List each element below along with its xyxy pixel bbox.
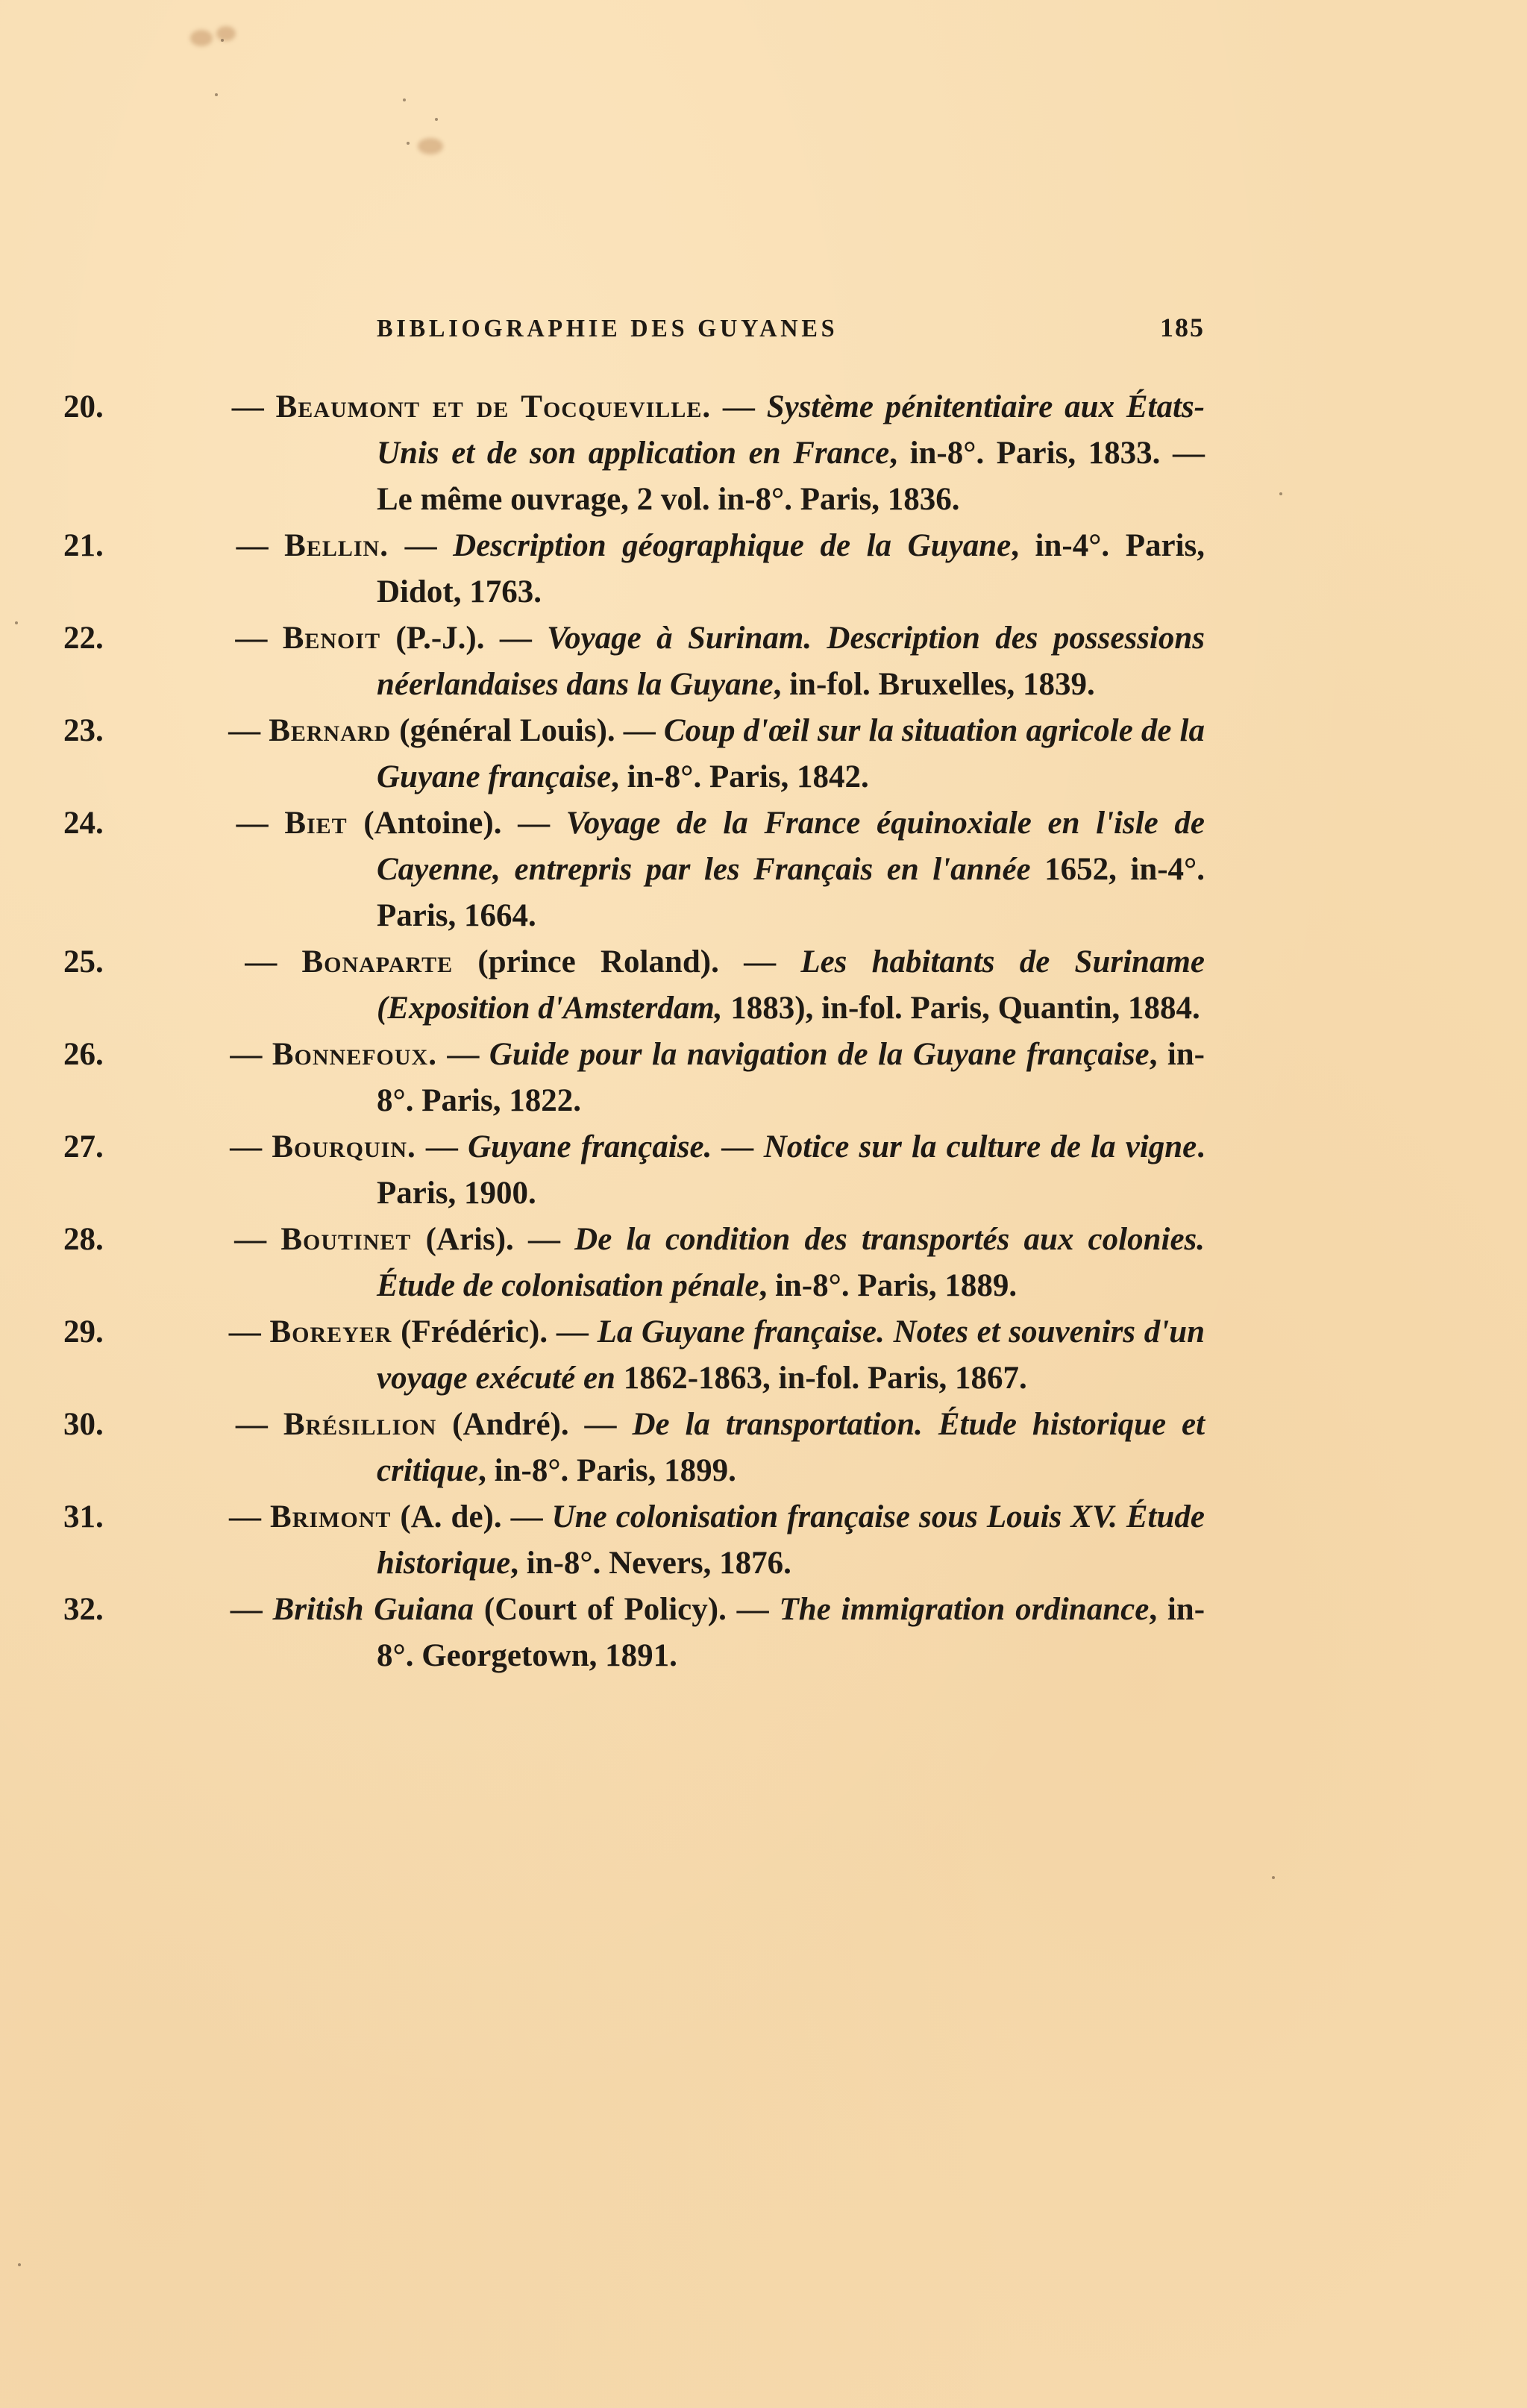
bibliography-entry: 22. — Benoit (P.-J.). — Voyage à Surinam. Description des possessions néerlandaises dans la Guyane, in-fol. Bruxelles, 1839. — [63, 621, 1205, 702]
entry-author: Bellin. — [284, 528, 389, 563]
entry-title: De la condition des transportés aux colonies. Étude de colonisation pénale — [377, 1222, 1205, 1303]
entry-author: Brésillion — [283, 1407, 437, 1442]
entry-title: Description géographique de la Guyane — [453, 528, 1012, 563]
entry-publication: , in-8°. Paris, 1842. — [611, 759, 869, 794]
entry-author: Boreyer — [269, 1314, 392, 1349]
entry-author: Bourquin. — [272, 1129, 416, 1164]
bibliography-entry: 21. — Bellin. — Description géographique de la Guyane, in-4°. Paris, Didot, 1763. — [63, 528, 1205, 609]
entry-separator: — — [513, 1222, 575, 1257]
entry-author-qualifier: (Court of Policy). — [474, 1592, 727, 1627]
entry-title: The immigration ordinance — [779, 1592, 1150, 1627]
foxing-stain — [418, 138, 443, 154]
bibliography-list — [63, 384, 1205, 1679]
entry-separator: — — [726, 1592, 780, 1627]
entry-author-qualifier: (André). — [436, 1407, 569, 1442]
entry-publication: , in-4°. Paris, Didot, 1763. — [377, 528, 1205, 609]
entry-dash: — — [220, 1129, 272, 1164]
entry-separator: — — [436, 1037, 489, 1072]
bibliography-entry: 24. — Biet (Antoine). — Voyage de la France équinoxiale en l'isle de Cayenne, entrepris par les Français en l'année 1652, in-4°. Paris, 1664. — [63, 806, 1205, 933]
foxing-speck — [221, 39, 224, 42]
entry-publication: , in-fol. Bruxelles, 1839. — [773, 667, 1095, 702]
entry-publication: , in-8°. Paris, 1833. — Le même ouvrage, 2 vol. in-8°. Paris, 1836. — [377, 436, 1205, 517]
foxing-speck — [435, 118, 438, 121]
entry-author-qualifier: (prince Roland). — [453, 944, 719, 979]
entry-title: Voyage à Surinam. Description des possessions néerlandaises dans la Guyane — [377, 621, 1205, 702]
entry-dash: — — [220, 1407, 283, 1442]
entry-dash: — — [220, 1592, 273, 1627]
bibliography-entry: 23. — Bernard (général Louis). — Coup d'œil sur la situation agricole de la Guyane française, in-8°. Paris, 1842. — [63, 713, 1205, 794]
entry-separator: — — [388, 528, 454, 563]
entry-author: Biet — [284, 806, 348, 841]
foxing-speck — [1279, 492, 1282, 495]
bibliography-entry: 32. — British Guiana (Court of Policy). — The immigration ordinance, in-8°. Georgetown, 1891. — [63, 1592, 1205, 1673]
entry-author-qualifier: (Antoine). — [347, 806, 502, 841]
entry-separator: — — [548, 1314, 598, 1349]
entry-dash: — — [220, 528, 285, 563]
entry-author: Brimont — [270, 1499, 392, 1534]
foxing-stain — [190, 30, 213, 46]
entry-author: Benoit — [282, 621, 381, 656]
foxing-speck — [215, 93, 218, 96]
running-title: BIBLIOGRAPHIE DES GUYANES — [377, 315, 838, 342]
page-number: 185 — [1160, 313, 1205, 342]
entry-title: Voyage de la France équinoxiale en l'isle de Cayenne, entrepris par les Français en l'année — [377, 806, 1205, 887]
running-header — [377, 312, 1205, 349]
entry-separator: — — [501, 1499, 552, 1534]
foxing-speck — [403, 98, 406, 101]
entry-title: Guyane française. — Notice sur la culture de la vigne — [468, 1129, 1197, 1164]
entry-author: Boutinet — [280, 1222, 412, 1257]
bibliography-entry: 26. — Bonnefoux. — Guide pour la navigation de la Guyane française, in-8°. Paris, 1822. — [63, 1037, 1205, 1118]
entry-author-qualifier: (P.-J.). — [380, 621, 485, 656]
entry-author: Bonnefoux. — [272, 1037, 437, 1072]
entry-title: Une colonisation française sous Louis XV. Étude historique — [377, 1499, 1205, 1581]
entry-corporate-author: British Guiana — [272, 1592, 474, 1627]
foxing-speck — [407, 142, 410, 145]
bibliography-entry: 25. — Bonaparte (prince Roland). — Les habitants de Suriname (Exposition d'Amsterdam, 1883), in-fol. Paris, Quantin, 1884. — [63, 944, 1205, 1026]
entry-publication: . Paris, 1900. — [377, 1129, 1205, 1211]
entry-title: Coup d'œil sur la situation agricole de la Guyane française — [377, 713, 1205, 794]
entry-title: La Guyane française. Notes et souvenirs d'un voyage exécuté en — [377, 1314, 1205, 1396]
entry-author-qualifier: (Frédéric). — [392, 1314, 548, 1349]
entry-author-qualifier: (Aris). — [411, 1222, 514, 1257]
entry-publication: , in-8°. Nevers, 1876. — [510, 1546, 791, 1581]
foxing-speck — [1272, 1876, 1275, 1879]
entry-author: Bernard — [269, 713, 392, 748]
entry-separator: — — [416, 1129, 468, 1164]
entry-publication: 1652, in-4°. Paris, 1664. — [377, 852, 1205, 933]
entry-dash: — — [220, 713, 269, 748]
bibliography-entry: 28. — Boutinet (Aris). — De la condition des transportés aux colonies. Étude de colonisation pénale, in-8°. Paris, 1889. — [63, 1222, 1205, 1303]
entry-title: De la transportation. Étude historique et critique — [377, 1407, 1205, 1488]
bibliography-entry: 29. — Boreyer (Frédéric). — La Guyane française. Notes et souvenirs d'un voyage exécuté en 1862-1863, in-fol. Paris, 1867. — [63, 1314, 1205, 1396]
entry-publication: , in-8°. Georgetown, 1891. — [377, 1592, 1205, 1673]
foxing-speck — [15, 621, 18, 624]
entry-separator: — — [615, 713, 664, 748]
entry-title: Système pénitentiaire aux États-Unis et de son application en France — [377, 389, 1205, 471]
entry-title: Les habitants de Suriname (Exposition d'Amsterdam, — [377, 944, 1205, 1026]
entry-publication: , in-8°. Paris, 1822. — [377, 1037, 1205, 1118]
entry-title: Guide pour la navigation de la Guyane française — [489, 1037, 1150, 1072]
foxing-stain — [216, 26, 236, 41]
entry-dash: — — [220, 944, 302, 979]
entry-separator: — — [501, 806, 566, 841]
entry-author: Beaumont et de Tocqueville. — [275, 389, 712, 424]
bibliography-entry: 20. — Beaumont et de Tocqueville. — Système pénitentiaire aux États-Unis et de son application en France, in-8°. Paris, 1833. — Le même ouvrage, 2 vol. in-8°. Paris, 1836. — [63, 389, 1205, 517]
entry-author: Bonaparte — [301, 944, 454, 979]
entry-separator: — — [718, 944, 801, 979]
entry-dash: — — [220, 621, 283, 656]
bibliography-entry: 30. — Brésillion (André). — De la transportation. Étude historique et critique, in-8°. Paris, 1899. — [63, 1407, 1205, 1488]
entry-dash: — — [220, 806, 285, 841]
entry-dash: — — [220, 1222, 281, 1257]
foxing-speck — [18, 2263, 21, 2266]
entry-author-qualifier: (général Louis). — [391, 713, 615, 748]
bibliography-entry: 27. — Bourquin. — Guyane française. — Notice sur la culture de la vigne. Paris, 1900. — [63, 1129, 1205, 1211]
bibliography-entry: 31. — Brimont (A. de). — Une colonisation française sous Louis XV. Étude historique, in-8°. Nevers, 1876. — [63, 1499, 1205, 1581]
entry-dash: — — [220, 389, 276, 424]
entry-publication: 1862-1863, in-fol. Paris, 1867. — [615, 1361, 1027, 1396]
entry-author-qualifier: (A. de). — [391, 1499, 502, 1534]
entry-separator: — — [568, 1407, 633, 1442]
entry-dash: — — [220, 1499, 271, 1534]
entry-separator: — — [484, 621, 548, 656]
entry-publication: 1883), in-fol. Paris, Quantin, 1884. — [722, 991, 1200, 1026]
entry-dash: — — [220, 1037, 272, 1072]
entry-publication: , in-8°. Paris, 1889. — [759, 1268, 1018, 1303]
entry-publication: , in-8°. Paris, 1899. — [478, 1453, 736, 1488]
entry-separator: — — [711, 389, 767, 424]
entry-dash: — — [220, 1314, 270, 1349]
